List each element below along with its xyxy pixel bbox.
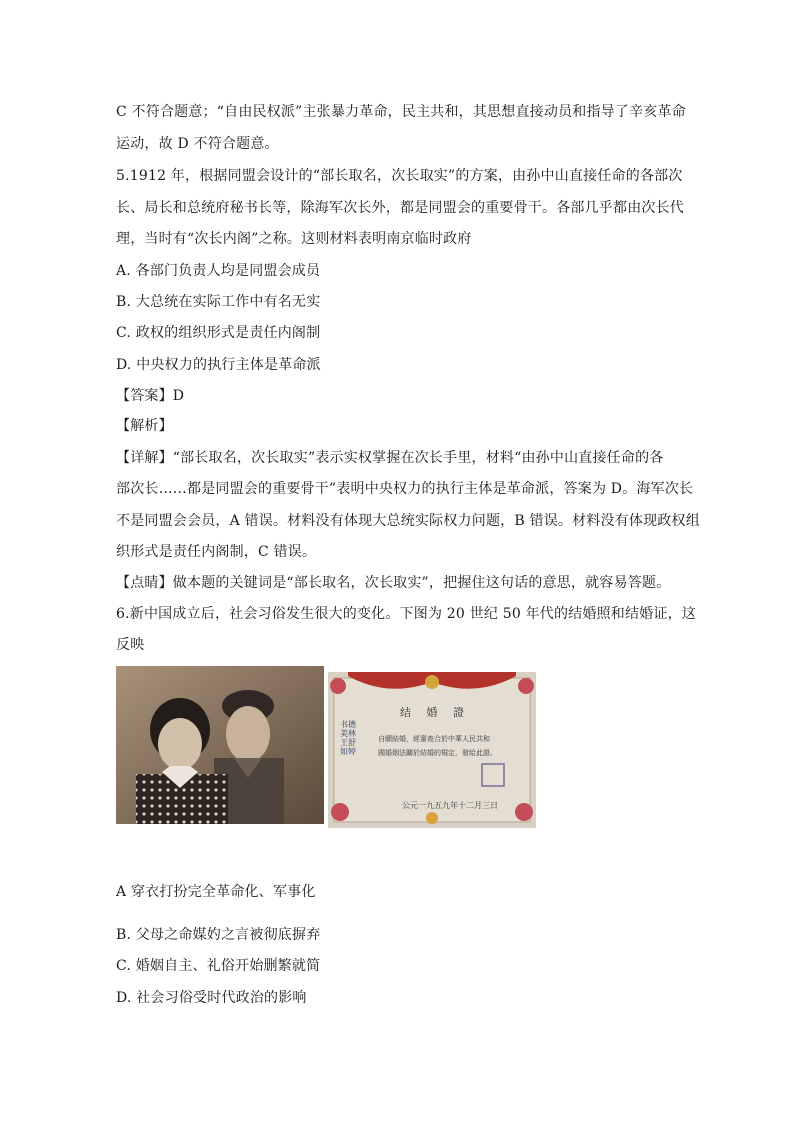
certificate-date: 公元一九五九年十二月三日 (402, 801, 498, 810)
certificate-left-note: 书德美林 王舒如婷 (340, 720, 356, 756)
option-b: B. 大总统在实际工作中有名无实 (116, 294, 321, 310)
option-d: D. 中央权力的执行主体是革命派 (116, 357, 321, 373)
text-line: 理，当时有“次长内阁”之称。这则材料表明南京临时政府 (116, 231, 472, 247)
detail-text: 部次长……都是同盟会的重要骨干”表明中央权力的执行主体是革命派，答案为 D。海军次长 (116, 481, 694, 497)
option-c: C. 婚姻自主、礼俗开始删繁就简 (116, 958, 321, 974)
detail-text: 不是同盟会会员，A 错误。材料没有体现大总统实际权力问题，B 错误。材料没有体现政权组 (116, 513, 700, 529)
marriage-certificate (328, 672, 536, 828)
text-line: 运动，故 D 不符合题意。 (116, 136, 279, 152)
text-line: 反映 (116, 637, 145, 653)
certificate-text-2: 國婚姻法關於結婚的規定，發給此證。 (378, 749, 497, 757)
option-c: C. 政权的组织形式是责任内阁制 (116, 325, 321, 341)
tip-text: 【点睛】做本题的关键词是“部长取名，次长取实”，把握住这句话的意思，就容易答题。 (116, 575, 671, 591)
wedding-photo (116, 666, 324, 824)
text-line: C 不符合题意；“自由民权派”主张暴力革命，民主共和，其思想直接动员和指导了辛亥革命 (116, 104, 686, 120)
question-6-stem: 6.新中国成立后，社会习俗发生很大的变化。下图为 20 世纪 50 年代的结婚照和结婚证，这 (116, 606, 696, 622)
option-b: B. 父母之命媒妁之言被彻底摒弃 (116, 927, 321, 943)
text-line: 长、局长和总统府秘书长等，除海军次长外，都是同盟会的重要骨干。各部几乎都由次长代 (116, 200, 684, 216)
detail-text: 【详解】“部长取名，次长取实”表示实权掌握在次长手里，材料“由孙中山直接任命的各 (116, 450, 664, 466)
certificate-title: 结 婚 證 (400, 706, 470, 719)
option-d: D. 社会习俗受时代政治的影响 (116, 990, 307, 1006)
question-5-stem: 5.1912 年，根据同盟会设计的“部长取名，次长取实”的方案，由孙中山直接任命的各部次 (116, 168, 683, 184)
option-a: A. 各部门负责人均是同盟会成员 (116, 263, 321, 279)
detail-text: 织形式是责任内阁制，C 错误。 (116, 544, 317, 560)
certificate-text-1: 自願結婚，經審查合於中華人民共和 (378, 735, 490, 743)
option-a: A 穿衣打扮完全革命化、军事化 (116, 884, 316, 900)
analysis-label: 【解析】 (116, 418, 173, 434)
answer-label: 【答案】D (116, 388, 185, 404)
wedding-photo-image (116, 666, 324, 824)
